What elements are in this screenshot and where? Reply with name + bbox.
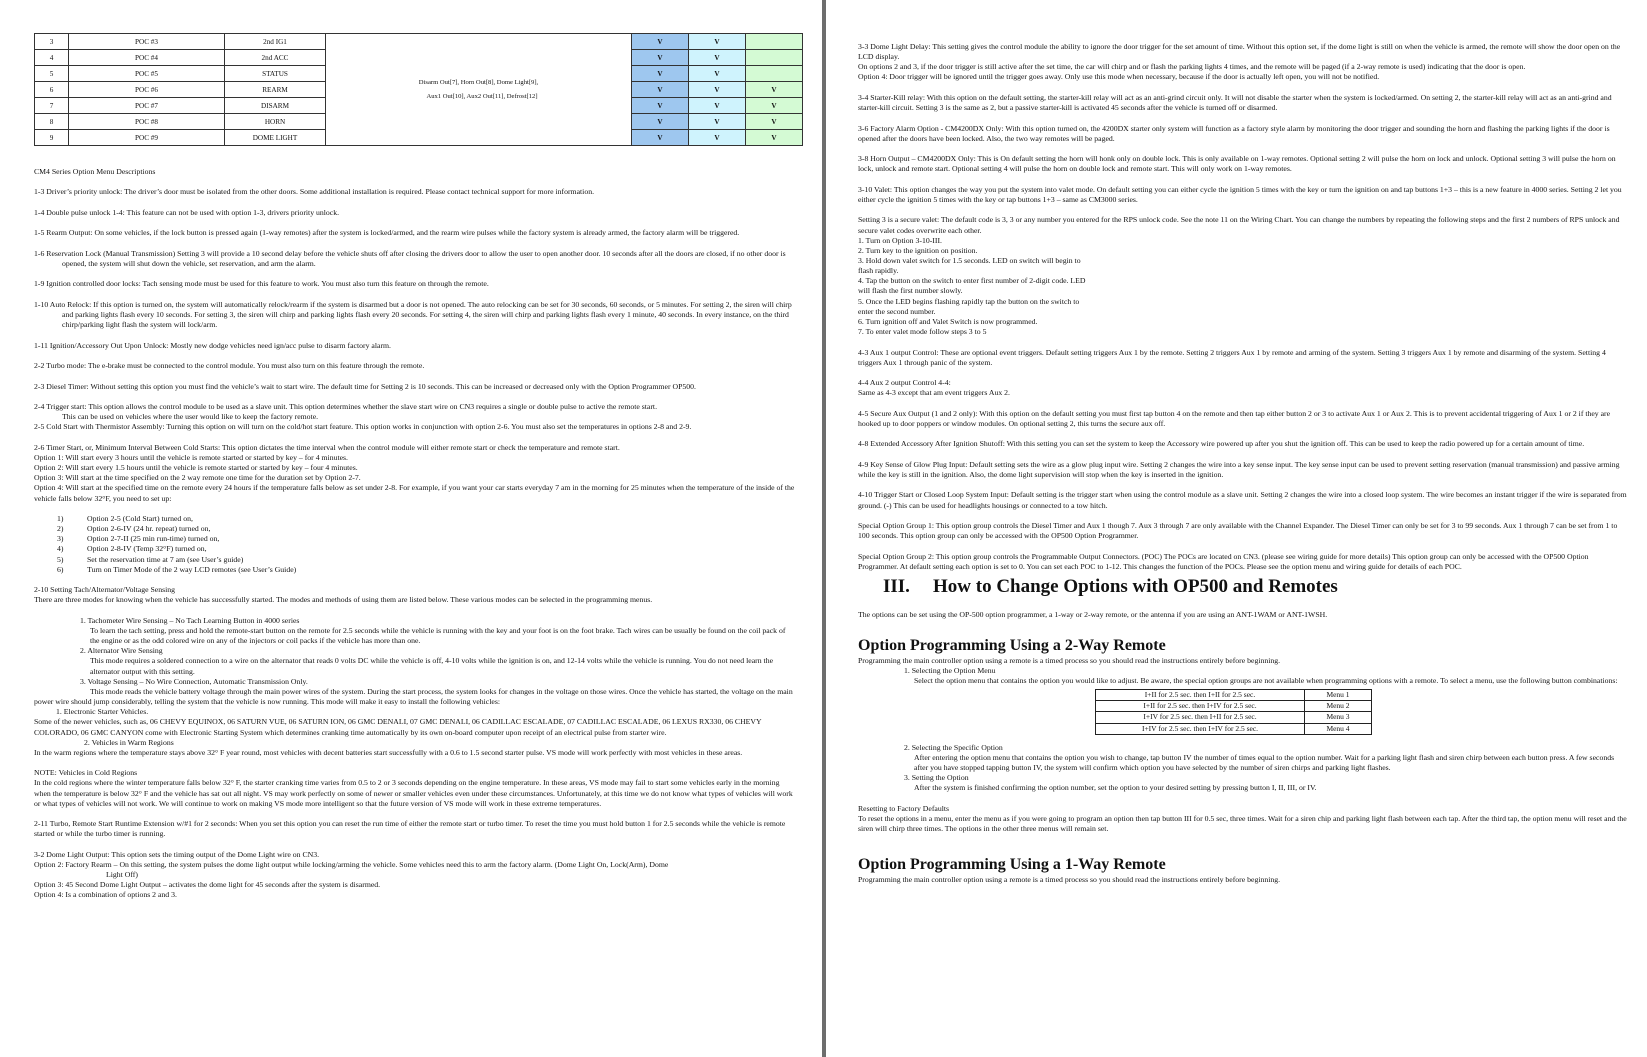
poc-name: POC #4 (69, 50, 225, 66)
tach-heading: 1. Tachometer Wire Sensing – No Tach Learning Button in 4000 series (80, 615, 300, 625)
poc-name: POC #9 (69, 130, 225, 146)
poc-table-row (35, 34, 803, 50)
menu-combo: I+IV for 2.5 sec. then I+IV for 2.5 sec. (1096, 723, 1305, 734)
poc-function: 2nd ACC (225, 50, 326, 66)
menu-combo: I+II for 2.5 sec. then I+IV for 2.5 sec. (1096, 701, 1305, 712)
option-3-10: 3-10 Valet: This option changes the way you put the system into valet mode. On default setting you can either cycle the ignition 5 times with the key or turn the ignition on and tap buttons 1+3 – this is a new feature in 4000 series. Setting 2 let you either cycle the ignition 5 times with the key or tap buttons 1+3 – same as CM3000 series. (858, 184, 1622, 204)
valet-step: enter the second number. (858, 306, 936, 316)
valet-step: 6. Turn ignition off and Valet Switch is now programmed. (858, 316, 1038, 326)
valet-step: 4. Tap the button on the switch to enter first number of 2-digit code. LED (858, 276, 1086, 286)
alt-text: This mode requires a soldered connection to a wire on the alternator that reads 0 volts DC while the vehicle is off, 4-10 volts while the ignition is on, and 12-14 volts while the vehicle is running. You do not need learn the alternator output with this setting. (90, 656, 774, 676)
step-item (57, 524, 796, 534)
poc-check-col3 (746, 66, 803, 82)
option-3-2-opt3: Option 3: 45 Second Dome Light Output – activates the dome light for 45 seconds after the system is disarmed. (34, 880, 381, 890)
option-4-3: 4-3 Aux 1 output Control: These are optional event triggers. Default setting triggers Aux 1 by the remote. Setting 2 triggers Aux 1 by remote and arming of the system. Setting 3 triggers Aux 1 by remote and disarming of the system. Setting 4 triggers Aux 1 through panic of the system. (858, 347, 1606, 367)
option-2-4: 2-4 Trigger start: This option allows the control module to be used as a slave unit. This option determines whether the slave start wire on CN3 requires a single or double pulse to active the remote start. (34, 402, 658, 411)
select-menu-heading: 1. Selecting the Option Menu (904, 665, 996, 675)
poc-check-col1: V (632, 66, 689, 82)
menu-label: Menu 4 (1305, 723, 1372, 734)
step-number: 2) (57, 524, 64, 534)
option-3-6: 3-6 Factory Alarm Option - CM4200DX Only: With this option turned on, the 4200DX starter only system will function as a factory style alarm by monitoring the door trigger and sounding the horn and flashing the parking lights if the door is opened after the doors have been locked. Also, the two way remotes will be paged. (858, 123, 1610, 143)
option-1-11: 1-11 Ignition/Accessory Out Upon Unlock: Mostly new dodge vehicles need ign/acc pulse to disarm factory alarm. (34, 340, 391, 350)
step-text: Option 2-8-IV (Temp 32°F) turned on, (87, 544, 207, 554)
option-2-2: 2-2 Turbo mode: The e-brake must be connected to the control module. You must also turn on this feature through the remote. (34, 361, 425, 371)
special-option-group-1: Special Option Group 1: This option group controls the Diesel Timer and Aux 1 though 7. Aux 3 through 7 are only available with the Channel Expander. The Diesel Timer can only be set for 3 to 99 seconds. Aux 1 through 7 can be set from 1 to 100 seconds. This option group can only be accessed with the OP500 Option Programmer. (858, 521, 1618, 541)
poc-name: POC #7 (69, 98, 225, 114)
poc-check-col1: V (632, 82, 689, 98)
special-option-group-2: Special Option Group 2: This option group controls the Programmable Output Connectors. (POC) The POCs are located on CN3. (please see wiring guide for more details) This option group can only be accessed with the OP500 Option Programmer. At default setting each option is set to 0. You can set each POC to 1-12. This changes the function of the POCs. Please see the option menu and wiring guide for details of each POC. (858, 551, 1589, 571)
option-3-2: 3-2 Dome Light Output: This option sets the timing output of the Dome Light wire on CN3. (34, 849, 320, 859)
select-option-heading: 2. Selecting the Specific Option (904, 742, 1003, 752)
valet-step: will flash the first number slowly. (858, 286, 963, 296)
warm-heading: 2. Vehicles in Warm Regions (84, 737, 174, 747)
es-heading: 1. Electronic Starter Vehicles. (56, 707, 149, 717)
poc-num: 3 (35, 34, 69, 50)
poc-num: 7 (35, 98, 69, 114)
step-number: 3) (57, 534, 64, 544)
option-2-6-opt2: Option 2: Will start every 1.5 hours until the vehicle is remote started or started by key – four 4 minutes. (34, 463, 358, 473)
section-title (883, 576, 1630, 598)
heading-1way: Option Programming Using a 1-Way Remote (858, 856, 1166, 874)
option-3-2-opt4: Option 4: Is a combination of options 2 and 3. (34, 890, 177, 900)
poc-check-col1: V (632, 114, 689, 130)
option-1-10: 1-10 Auto Relock: If this option is turned on, the system will automatically relock/rearm if the system is disarmed but a door is not opened. The auto relocking can be set for 30 seconds, 60 seconds, or 5 minutes. For setting 2, the siren will chirp and parking lights flash every 10 seconds. For setting 3, the siren will chirp and parking lights flash every 20 seconds. For setting 4, the siren will chirp and parking lights flash every 1 minute, 40 seconds. In every instance, on the third chirp/parking light flash the system will lock/arm. (34, 299, 792, 330)
option-2-5: 2-5 Cold Start with Thermistor Assembly: Turning this option on will turn on the cold/hot start feature. This option works in conjunction with option 2-6. You must also set the temperatures in options 2-8 and 2-9. (34, 422, 692, 432)
option-2-11: 2-11 Turbo, Remote Start Runtime Extension w/#1 for 2 seconds: When you set this option you can reset the run time of either the remote start or turbo timer. To reset the time you must hold button 1 for 2.5 seconds while the vehicle is remote started or while the turbo timer is running. (34, 819, 786, 839)
poc-num: 9 (35, 130, 69, 146)
poc-name: POC #5 (69, 66, 225, 82)
text-1way: Programming the main controller option using a remote is a timed process so you should read the instructions entirely before beginning. (858, 875, 1281, 885)
option-2-3: 2-3 Diesel Timer: Without setting this option you must find the vehicle’s wait to start wire. The default time for Setting 2 is 10 seconds. This can be increased or decreased only with the Option Programmer OP500. (34, 381, 696, 391)
poc-num: 4 (35, 50, 69, 66)
valet-step: 2. Turn key to the ignition on position. (858, 245, 978, 255)
option-3-2-opt2-cont: Light Off) (106, 870, 138, 880)
section-title-text: How to Change Options with OP500 and Remotes (933, 576, 1338, 598)
option-2-10-desc: There are three modes for knowing when the vehicle has successfully started. The modes and methods of using them are listed below. These various modes can be selected in the programming menus. (34, 595, 653, 605)
valet-step: 1. Turn on Option 3-10-III. (858, 235, 942, 245)
steps-list (34, 514, 796, 575)
setting-3-secure-valet: Setting 3 is a secure valet: The default code is 3, 3 or any number you entered for the RPS unlock code. See the note 11 on the Wiring Chart. You can change the numbers by repeating the following steps and the first 2 numbers of RPS unlock and secure valet codes overwrite each other. (858, 215, 1620, 235)
valet-step: flash rapidly. (858, 266, 899, 276)
valet-steps (858, 236, 1630, 338)
right-text (858, 42, 1630, 885)
option-3-2-opt2: Option 2: Factory Rearm – On this setting, the system pulses the dome light output while locking/arming the vehicle. Some vehicles need this to arm the factory alarm. (Dome Light On, Lock(Arm), Dome (34, 860, 669, 870)
menu-combo-body (1096, 690, 1372, 735)
right-page (826, 0, 1647, 1057)
select-option-text: After entering the option menu that contains the option you wish to change, tap button IV the number of times equal to the option number. Wait for a parking light flash and siren chirp between each button press. A few seconds after you have stopped tapping button IV, the system will confirm which option you have selected by the number of siren chirps and parking light flashes. (914, 752, 1615, 772)
option-2-6-opt1: Option 1: Will start every 3 hours until the vehicle is remote started or started by key – for 4 minutes. (34, 452, 348, 462)
option-1-9: 1-9 Ignition controlled door locks: Tach sensing mode must be used for this feature to work. You must also turn this feature on through the remote. (34, 279, 489, 289)
option-1-3: 1-3 Driver’s priority unlock: The driver’s door must be isolated from the other doors. Some additional installation is required. Please contact technical support for more information. (34, 187, 595, 197)
poc-check-col3 (746, 34, 803, 50)
step-number: 6) (57, 564, 64, 574)
step-item (57, 514, 796, 524)
option-4-4-b: Same as 4-3 except that am event triggers Aux 2. (858, 388, 1010, 398)
poc-name: POC #3 (69, 34, 225, 50)
poc-check-col3: V (746, 130, 803, 146)
valet-step: 3. Hold down valet switch for 1.5 seconds. LED on switch will begin to (858, 255, 1081, 265)
step-item (57, 565, 796, 575)
poc-num: 6 (35, 82, 69, 98)
option-3-3-b: On options 2 and 3, if the door trigger is still active after the set time, the car will chirp and or flash the parking lights 4 times, and the remote will be paged (if a 2-way remote is used) indicating that the door is open. (858, 62, 1526, 72)
valet-step: 5. Once the LED begins flashing rapidly tap the button on the switch to (858, 296, 1080, 306)
left-text (34, 167, 796, 901)
poc-check-col2: V (689, 82, 746, 98)
menu-combo: I+II for 2.5 sec. then I+II for 2.5 sec. (1096, 690, 1305, 701)
step-number: 4) (57, 544, 64, 554)
poc-check-col2: V (689, 98, 746, 114)
option-3-3: 3-3 Dome Light Delay: This setting gives the control module the ability to ignore the door trigger for the set amount of time. Without this option set, if the dome light is still on when the vehicle is armed, the remote will show the door open on the LCD display. (858, 42, 1621, 62)
heading-2way: Option Programming Using a 2-Way Remote (858, 636, 1166, 654)
poc-check-col1: V (632, 50, 689, 66)
poc-check-col1: V (632, 34, 689, 50)
section-heading: CM4 Series Option Menu Descriptions (34, 167, 156, 176)
poc-check-col2: V (689, 34, 746, 50)
poc-function: STATUS (225, 66, 326, 82)
option-1-5: 1-5 Rearm Output: On some vehicles, if the lock button is pressed again (1-way remotes) after the system is locked/armed, and the rearm wire pulses while the factory system is already armed, the factory alarm will be triggered. (34, 228, 740, 238)
option-2-4-note: This can be used on vehicles where the user would like to keep the factory remote. (62, 412, 319, 422)
option-2-6-opt3: Option 3: Will start at the time specified on the 2 way remote one time for the duration set by Option 2-7. (34, 473, 361, 483)
menu-combo-row (1096, 712, 1372, 723)
option-1-6: 1-6 Reservation Lock (Manual Transmission) Setting 3 will provide a 10 second delay before the vehicle shuts off after closing the drivers door to allow the user to open another door. 10 seconds after all the doors are closed, if no other door is opened, the system will shut down the vehicle, set reservation, and arm the alarm. (34, 248, 786, 268)
valet-step: 7. To enter valet mode follow steps 3 to 5 (858, 327, 987, 337)
menu-combo: I+IV for 2.5 sec. then I+II for 2.5 sec. (1096, 712, 1305, 723)
poc-check-col2: V (689, 50, 746, 66)
option-3-3-c: Option 4: Door trigger will be ignored until the trigger goes away. Only use this mode when necessary, because if the door is actually left open, you will not be notified. (858, 72, 1380, 82)
step-text: Set the reservation time at 7 am (see User’s guide) (87, 554, 244, 564)
poc-check-col1: V (632, 98, 689, 114)
es-text: Some of the newer vehicles, such as, 06 CHEVY EQUINOX, 06 SATURN VUE, 06 SATURN ION, 06 GMC DENALI, 07 GMC DENALI, 06 CADILLAC ESCALADE, 07 CADILLAC ESCALADE, 06 LEXUS RX330, 06 CHEVY COLORADO, 06 GMC CANYON come with Electronic Starting System which determines cranking time automatically by its own on-board computer upon receipt of an electrical pulse from starter wire. (34, 717, 762, 737)
alt-heading: 2. Alternator Wire Sensing (80, 646, 163, 656)
reset-text: To reset the options in a menu, enter the menu as if you were going to program an option then tap button III for 0.5 sec, three times. Wait for a siren chip and parking light flash between each tap. After the third tap, the option menu will reset and the siren will chirp three times. The options in the other three menus will remain set. (858, 813, 1627, 834)
step-number: 5) (57, 554, 64, 564)
left-page (0, 0, 822, 1057)
note-text: In the cold regions where the winter temperature falls below 32° F, the starter cranking time varies from 0.5 to 2 or 3 seconds depending on the engine temperature. In these areas, VS mode may fail to start some vehicles early in the morning when the temperature is below 32° F and the vehicle has sat out all night. VS may work perfectly on some of newer or smaller vehicles even under these circumstances. Unfortunately, at this time we do not know what types of vehicles will work or what types of vehicles will not work. We will continue to work on making VS mode more intelligent so that the future version of VS mode will work in these extreme temperatures. (34, 778, 793, 808)
option-2-10: 2-10 Setting Tach/Alternator/Voltage Sensing (34, 585, 176, 595)
poc-check-col1: V (632, 130, 689, 146)
menu-combo-row (1096, 690, 1372, 701)
text-2way: Programming the main controller option using a remote is a timed process so you should read the instructions entirely before beginning. (858, 655, 1281, 665)
option-1-4: 1-4 Double pulse unlock 1-4: This feature can not be used with option 1-3, drivers priority unlock. (34, 207, 340, 217)
reset-heading: Resetting to Factory Defaults (858, 803, 950, 813)
option-4-9: 4-9 Key Sense of Glow Plug Input: Default setting sets the wire as a glow plug input wire. Setting 2 changes the wire into a key sense input. The key sense input can be used to prevent setting reservation (manual transmission) and passive arming while the key is still in the ignition. Also, the dome light supervision will stop when the key is inserted in the ignition. (858, 459, 1620, 479)
set-option-heading: 3. Setting the Option (904, 773, 969, 783)
intro-text: The options can be set using the OP-500 option programmer, a 1-way or 2-way remote, or the antenna if you are using an ANT-1WAM or ANT-1WSH. (858, 610, 1328, 620)
option-3-8: 3-8 Horn Output – CM4200DX Only: This is On default setting the horn will honk only on double lock. This is only available on 1-way remotes. Optional setting 2 will pulse the horn on lock and unlock. Optional setting 3 will pulse the horn on lock, unlock and remote start. Optional setting 4 will pulse the horn on double lock and remote start. This will only work on 1-way remotes. (858, 154, 1616, 174)
menu-combo-table (1095, 689, 1372, 735)
option-2-6-opt4: Option 4: Will start at the specified time on the remote every 24 hours if the temperature falls below as set under 2-8. For example, if you want your car starts everyday 7 am in the morning for 25 minutes when the temperature of the inside of the vehicle falls below 32°F, you need to set up: (34, 483, 795, 503)
poc-num: 8 (35, 114, 69, 130)
poc-function: 2nd IG1 (225, 34, 326, 50)
poc-function: REARM (225, 82, 326, 98)
menu-label: Menu 3 (1305, 712, 1372, 723)
poc-num: 5 (35, 66, 69, 82)
select-menu-text: Select the option menu that contains the option you would like to adjust. Be aware, the special option groups are not available when programming options with a remote. To select a menu, use the following button combinations: (914, 675, 1618, 685)
poc-function: DISARM (225, 98, 326, 114)
menu-label: Menu 2 (1305, 701, 1372, 712)
poc-note-line2: Aux1 Out[10], Aux2 Out[11], Defrost[12] (426, 92, 538, 100)
menu-label: Menu 1 (1305, 690, 1372, 701)
note-heading: NOTE: Vehicles in Cold Regions (34, 768, 138, 778)
poc-function: HORN (225, 114, 326, 130)
poc-check-col2: V (689, 66, 746, 82)
poc-table-body (35, 34, 803, 146)
poc-notes-cell (326, 34, 632, 146)
poc-check-col2: V (689, 130, 746, 146)
step-text: Option 2-7-II (25 min run-time) turned on, (87, 534, 220, 544)
volt-heading: 3. Voltage Sensing – No Wire Connection, Automatic Transmission Only. (80, 676, 308, 686)
menu-combo-row (1096, 723, 1372, 734)
option-4-10: 4-10 Trigger Start or Closed Loop System Input: Default setting is the trigger start when using the control module as a slave unit. Setting 2 changes the wire into a closed loop system. The wire becomes an instant trigger if the wire is separated from ground. (-) This can be used for headlights housings or connected to a tow hitch. (858, 490, 1627, 510)
poc-check-col3: V (746, 98, 803, 114)
poc-check-col3: V (746, 82, 803, 98)
poc-name: POC #6 (69, 82, 225, 98)
option-4-8: 4-8 Extended Accessory After Ignition Shutoff: With this setting you can set the system to keep the Accessory wire powered up after you shut the ignition off. This can be used to keep the radio powered up for a certain amount of time. (858, 439, 1585, 449)
option-2-6: 2-6 Timer Start, or, Minimum Interval Between Cold Starts: This option dictates the time interval when the control module will either remote start or check the temperature and remote start. (34, 442, 620, 452)
poc-table (34, 33, 803, 146)
step-text: Turn on Timer Mode of the 2 way LCD remotes (see User’s Guide) (87, 564, 297, 574)
poc-function: DOME LIGHT (225, 130, 326, 146)
tach-text: To learn the tach setting, press and hold the remote-start button on the remote for 2.5 seconds while the vehicle is running with the key and your foot is on the foot brake. Tach wires can be usually be found on the coil pack of the engine or as the odd colored wire on any of the injectors or coil packs if the vehicle has more than one. (90, 626, 786, 646)
set-option-text: After the system is finished confirming the option number, set the option to your desired setting by pressing button I, II, III, or IV. (914, 783, 1317, 793)
poc-note-line1: Disarm Out[7], Horn Out[8], Dome Light[9], (418, 78, 539, 86)
poc-check-col2: V (689, 114, 746, 130)
option-3-4: 3-4 Starter-Kill relay: With this option on the default setting, the starter-kill relay will act as an anti-grind circuit only. It will not disable the starter when the system is locked/armed. On setting 2, the starter-kill relay will act as an anti-grind and starter-kill circuit. Setting 3 is the same as 2, but a passive starter-kill is activated 45 seconds after the vehicle is turned off or disarmed. (858, 92, 1612, 113)
step-item (57, 534, 796, 544)
section-number: III. (883, 576, 910, 598)
poc-check-col3: V (746, 114, 803, 130)
step-text: Option 2-6-IV (24 hr. repeat) turned on, (87, 524, 211, 534)
option-4-5: 4-5 Secure Aux Output (1 and 2 only): With this option on the default setting you must first tap button 4 on the remote and then tap either button 2 or 3 to activate Aux 1 or Aux 2. This is to prevent accidental triggering of Aux 1 or 2 if they are hooked up to door poppers or window modules. On optional setting 2, this turns the secure aux off. (858, 408, 1611, 428)
step-text: Option 2-5 (Cold Start) turned on, (87, 514, 193, 523)
warm-text: In the warm regions where the temperature stays above 32° F year round, most vehicles with decent batteries start successfully with a 0.6 to 1.5 second starter pulse. VS mode will work perfectly with most vehicles in these areas. (34, 747, 743, 757)
poc-name: POC #8 (69, 114, 225, 130)
step-item (57, 544, 796, 554)
step-item (57, 555, 796, 565)
volt-text: This mode reads the vehicle battery voltage through the main power wires of the system. During the start process, the system looks for changes in the voltage on those wires. Once the vehicle has started, the voltage on the main power wire should jump considerably, telling the system that the vehicle is now running. This mode will make it easy to install the following vehicles: (34, 686, 793, 707)
option-4-4: 4-4 Aux 2 output Control 4-4: (858, 378, 951, 388)
step-number: 1) (57, 514, 64, 523)
menu-combo-row (1096, 701, 1372, 712)
poc-check-col3 (746, 50, 803, 66)
